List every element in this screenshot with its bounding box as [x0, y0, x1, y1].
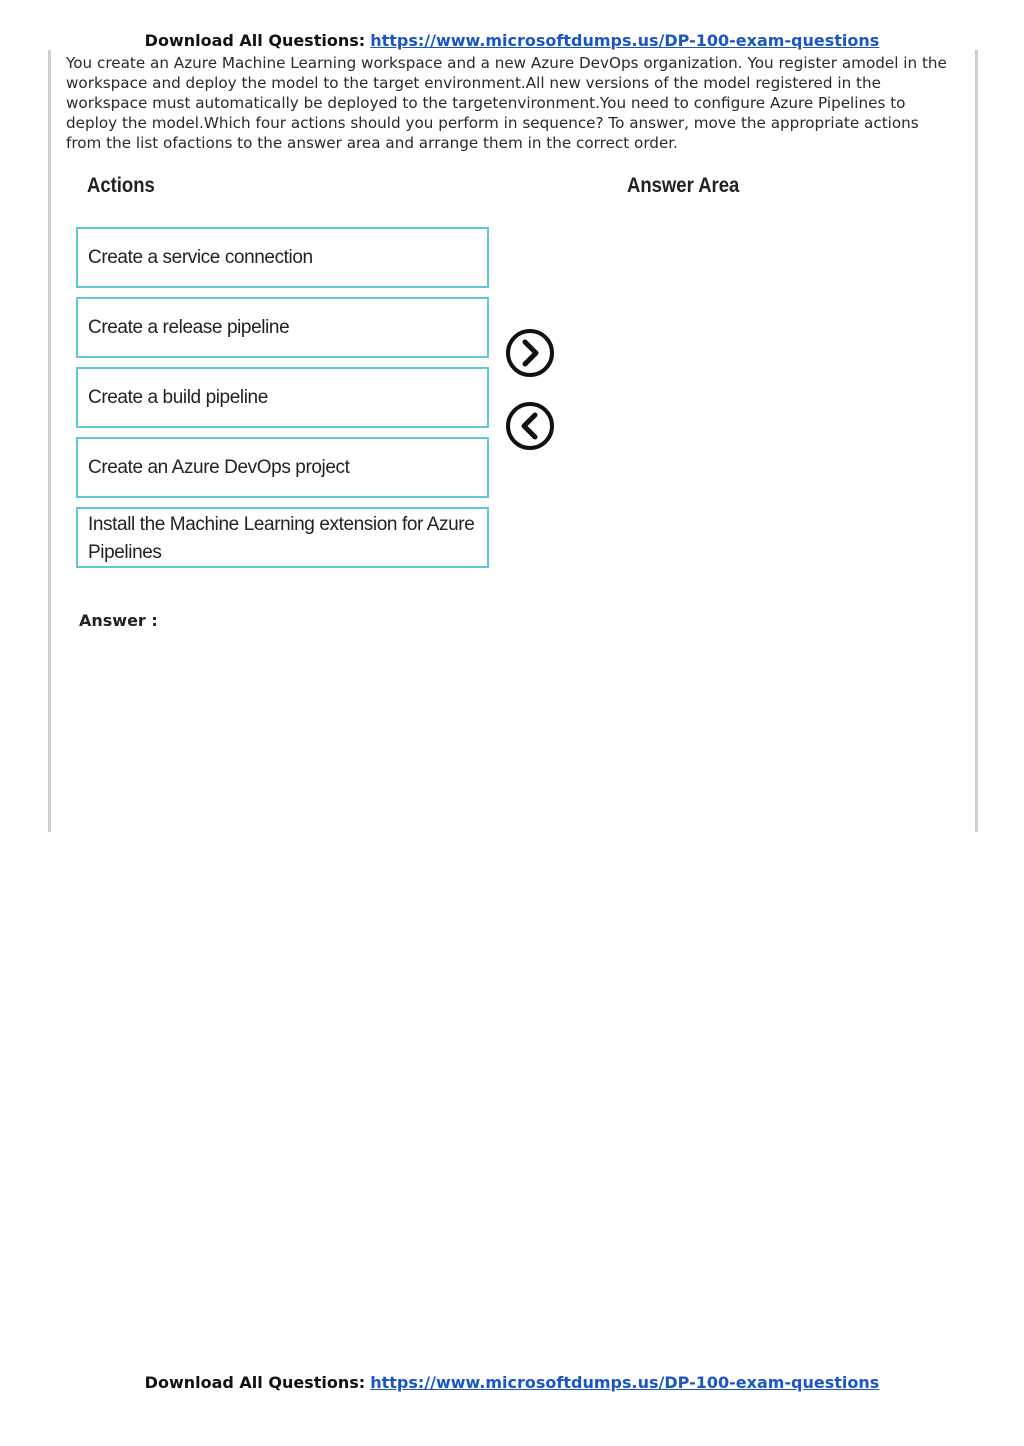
answer-label: Answer :	[79, 611, 158, 630]
action-item-build-pipeline[interactable]: Create a build pipeline	[76, 367, 489, 428]
question-text: You create an Azure Machine Learning workspace and a new Azure DevOps organization. You register amodel in the workspace and deploy the model to the target environment.All new versions of the model registered in the workspace must automatically be deployed to the targetenvironment.You need to configure Azure Pipelines to deploy the model.Which four actions should you perform in sequence? To answer, move the appropriate actions from the list ofactions to the answer area and arrange them in the correct order.	[66, 54, 947, 152]
chevron-right-icon	[510, 333, 550, 373]
action-item-devops-project[interactable]: Create an Azure DevOps project	[76, 437, 489, 498]
answer-area-heading: Answer Area	[627, 174, 740, 197]
action-item-release-pipeline[interactable]: Create a release pipeline	[76, 297, 489, 358]
action-item-service-connection[interactable]: Create a service connection	[76, 227, 489, 288]
download-label: Download All Questions:	[144, 31, 366, 50]
download-link[interactable]: https://www.microsoftdumps.us/DP-100-exam-questions	[370, 1373, 880, 1392]
move-left-button[interactable]	[506, 402, 554, 450]
download-label: Download All Questions:	[144, 1373, 366, 1392]
actions-list	[76, 227, 490, 577]
actions-heading: Actions	[87, 174, 155, 197]
chevron-left-icon	[510, 406, 550, 446]
download-header	[0, 31, 1024, 50]
move-right-button[interactable]	[506, 329, 554, 377]
download-footer	[0, 1373, 1024, 1392]
download-link[interactable]: https://www.microsoftdumps.us/DP-100-exam-questions	[370, 31, 880, 50]
action-item-ml-extension[interactable]: Install the Machine Learning extension for Azure Pipelines	[76, 507, 489, 568]
